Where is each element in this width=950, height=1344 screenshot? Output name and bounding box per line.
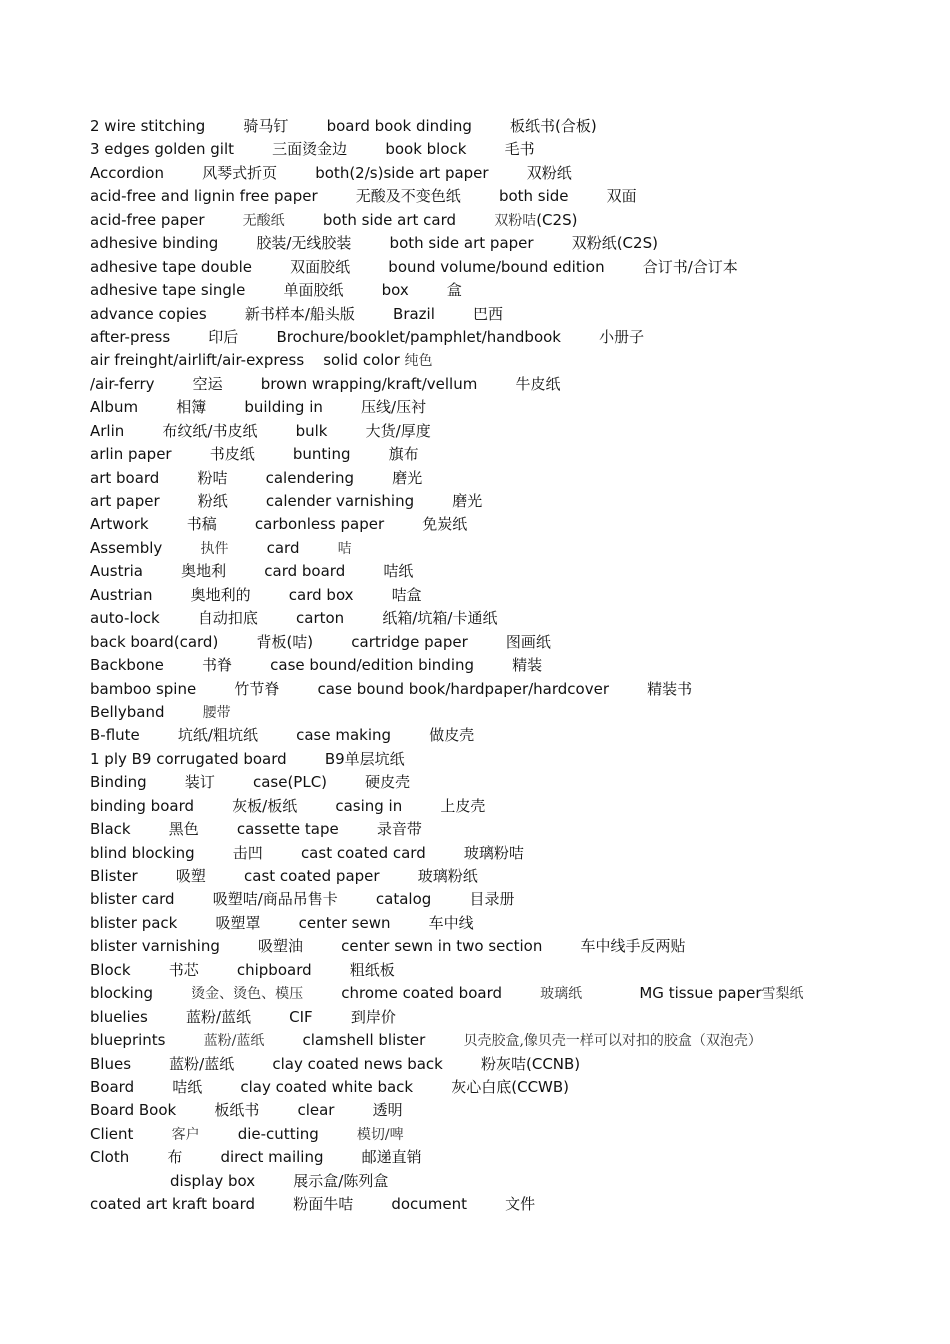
glossary-line: auto-lock 自动扣底 carton 纸箱/坑箱/卡通纸: [90, 609, 498, 628]
glossary-line: Blister 吸塑 cast coated paper 玻璃粉纸: [90, 867, 478, 885]
glossary-line: acid-free paper 无酸纸 both side art card 双粉咭(C2S): [90, 210, 578, 229]
glossary-line: air freinght/airlift/air-express solid color 纯色: [90, 351, 433, 370]
glossary-line: B-flute 坑纸/粗坑纸 case making 做皮壳: [90, 726, 475, 745]
glossary-line: Artwork 书稿 carbonless paper 免炭纸: [90, 515, 468, 534]
glossary-line: adhesive binding 胶装/无线胶装 both side art paper 双粉纸(C2S): [90, 234, 658, 253]
glossary-line: bluelies 蓝粉/蓝纸 CIF 到岸价: [90, 1007, 396, 1026]
glossary-line: Bellyband 腰带: [90, 702, 231, 721]
glossary-line: Album 相簿 building in 压线/压衬: [90, 398, 427, 417]
glossary-line: Black 黑色 cassette tape 录音带: [90, 820, 422, 839]
glossary-line: Board 咭纸 clay coated white back 灰心白底(CCWB): [90, 1077, 570, 1096]
glossary-document: [90, 115, 930, 1217]
glossary-line: advance copies 新书样本/船头版 Brazil 巴西: [90, 304, 504, 323]
glossary-line: blister pack 吸塑罩 center sewn 车中线: [90, 913, 474, 932]
glossary-line: Binding 装订 case(PLC) 硬皮壳: [90, 773, 411, 792]
glossary-line: blocking 烫金、烫色、模压 chrome coated board 玻璃纸 MG tissue paper雪梨纸: [90, 984, 804, 1003]
glossary-line: blind blocking 击凹 cast coated card 玻璃粉咭: [90, 843, 524, 862]
glossary-line: blister varnishing 吸塑油 center sewn in two section 车中线手反两贴: [90, 937, 686, 956]
glossary-line: 1 ply B9 corrugated board B9单层坑纸: [90, 749, 405, 768]
glossary-line: Blues 蓝粉/蓝纸 clay coated news back 粉灰咭(CCNB): [90, 1054, 581, 1073]
glossary-line: binding board 灰板/板纸 casing in 上皮壳: [90, 796, 486, 815]
glossary-line: Austria 奥地利 card board 咭纸: [90, 562, 414, 581]
glossary-line: art board 粉咭 calendering 磨光: [90, 468, 423, 487]
glossary-line: after-press 印后 Brochure/booklet/pamphlet/handbook 小册子: [90, 327, 645, 346]
glossary-line: /air-ferry 空运 brown wrapping/kraft/vellum 牛皮纸: [90, 374, 561, 393]
glossary-line: display box 展示盒/陈列盒: [170, 1171, 389, 1190]
glossary-line: art paper 粉纸 calender varnishing 磨光: [90, 492, 483, 510]
glossary-line: Assembly 执件 card 咭: [90, 538, 352, 557]
glossary-line: blister card 吸塑咭/商品吊售卡 catalog 目录册: [90, 890, 515, 909]
glossary-line: Accordion 风琴式折页 both(2/s)side art paper 双粉纸: [90, 163, 572, 182]
glossary-line: coated art kraft board 粉面牛咭 document 文件: [90, 1195, 536, 1214]
glossary-line: blueprints 蓝粉/蓝纸 clamshell blister 贝壳胶盒,像贝壳一样可以对扣的胶盒（双泡壳）: [90, 1031, 762, 1050]
glossary-line: Arlin 布纹纸/书皮纸 bulk 大货/厚度: [90, 421, 431, 440]
glossary-line: Austrian 奥地利的 card box 咭盒: [90, 585, 422, 604]
glossary-line: Board Book 板纸书 clear 透明: [90, 1101, 403, 1120]
glossary-line: back board(card) 背板(咭) cartridge paper 图画纸: [90, 632, 551, 651]
glossary-line: arlin paper 书皮纸 bunting 旗布: [90, 445, 419, 464]
glossary-line: acid-free and lignin free paper 无酸及不变色纸 both side 双面: [90, 187, 637, 206]
glossary-line: Client 客户 die-cutting 模切/啤: [90, 1124, 404, 1143]
glossary-line: bamboo spine 竹节脊 case bound book/hardpaper/hardcover 精装书: [90, 679, 693, 698]
glossary-line: Backbone 书脊 case bound/edition binding 精装: [90, 656, 543, 675]
glossary-line: 3 edges golden gilt 三面烫金边 book block 毛书: [90, 140, 535, 159]
glossary-line: adhesive tape double 双面胶纸 bound volume/bound edition 合订书/合订本: [90, 257, 738, 276]
glossary-line: adhesive tape single 单面胶纸 box 盒: [90, 281, 462, 300]
glossary-line: 2 wire stitching 骑马钉 board book dinding 板纸书(合板): [90, 117, 597, 135]
glossary-line: Block 书芯 chipboard 粗纸板: [90, 960, 395, 979]
glossary-line: Cloth 布 direct mailing 邮递直销: [90, 1148, 422, 1167]
